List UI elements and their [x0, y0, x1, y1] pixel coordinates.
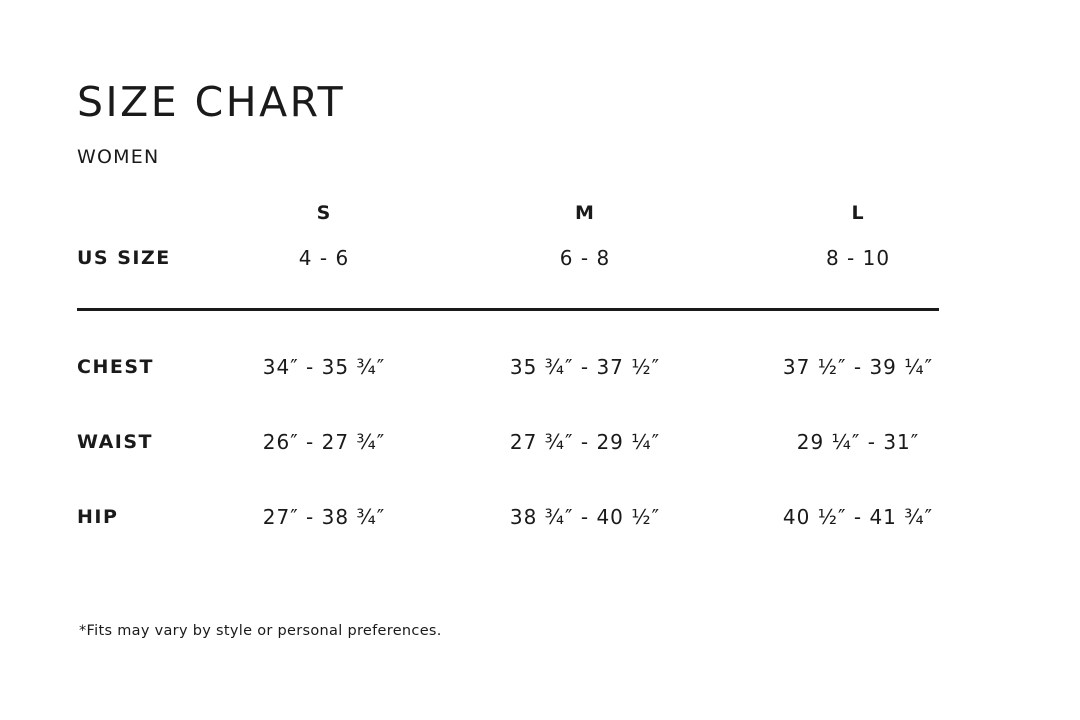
column-header-l: L: [851, 202, 865, 224]
column-header-m: M: [575, 202, 595, 224]
row-label-us-size: US SIZE: [77, 247, 171, 269]
column-header-s: S: [316, 202, 332, 224]
waist-s: 26″ - 27 ¾″: [262, 430, 386, 454]
hip-l: 40 ½″ - 41 ¾″: [782, 505, 934, 529]
us-size-s: 4 - 6: [298, 246, 350, 270]
chest-s: 34″ - 35 ¾″: [262, 355, 386, 379]
waist-l: 29 ¼″ - 31″: [796, 430, 920, 454]
page-subtitle: WOMEN: [77, 146, 160, 168]
row-label-chest: CHEST: [77, 356, 154, 378]
waist-m: 27 ¾″ - 29 ¼″: [509, 430, 661, 454]
page-title: SIZE CHART: [77, 78, 346, 126]
us-size-m: 6 - 8: [559, 246, 611, 270]
row-label-hip: HIP: [77, 506, 119, 528]
chest-l: 37 ½″ - 39 ¼″: [782, 355, 934, 379]
footnote: *Fits may vary by style or personal preferences.: [79, 623, 442, 639]
us-size-l: 8 - 10: [825, 246, 891, 270]
chest-m: 35 ¾″ - 37 ½″: [509, 355, 661, 379]
hip-s: 27″ - 38 ¾″: [262, 505, 386, 529]
table-divider: [77, 308, 939, 311]
hip-m: 38 ¾″ - 40 ½″: [509, 505, 661, 529]
row-label-waist: WAIST: [77, 431, 154, 453]
